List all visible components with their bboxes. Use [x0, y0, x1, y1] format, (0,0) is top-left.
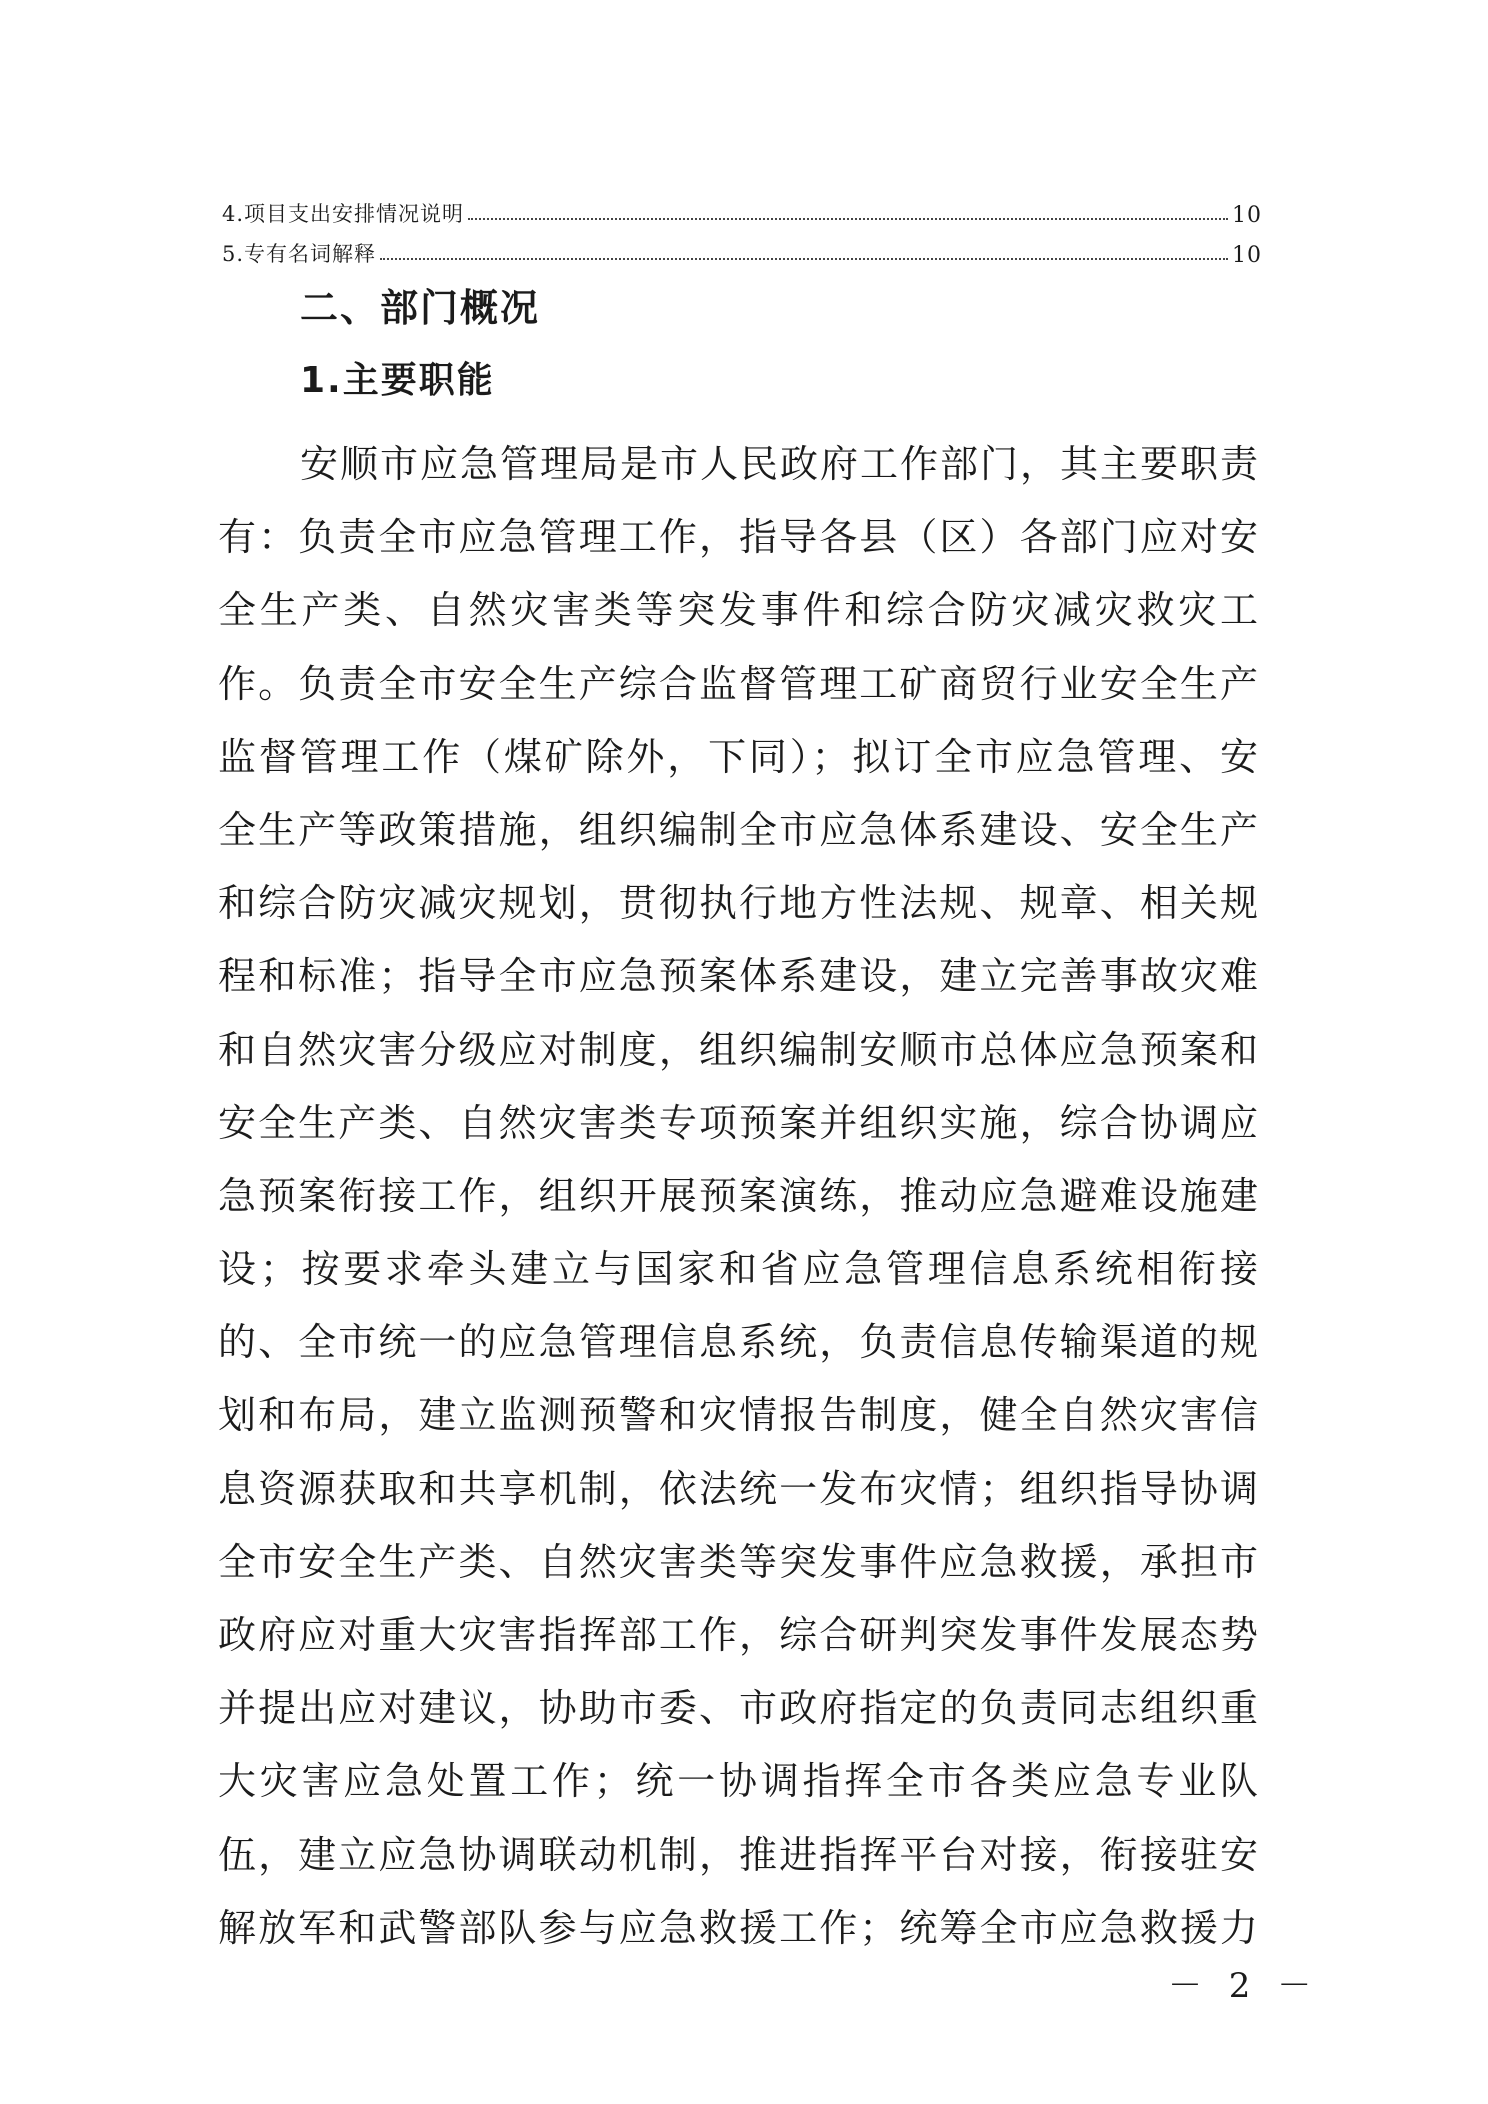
- text-line: 全生产类、自然灾害类等突发事件和综合防灾减灾救灾工: [218, 588, 1258, 633]
- toc-entry[interactable]: [222, 228, 1262, 268]
- text-line: 息资源获取和共享机制，依法统一发布灾情；组织指导协调: [218, 1466, 1258, 1511]
- text-line: 程和标准；指导全市应急预案体系建设，建立完善事故灾难: [218, 954, 1258, 999]
- body-paragraph: [218, 428, 1258, 1965]
- toc-entry-label: 5.专有名词解释: [222, 242, 377, 266]
- text-line: 急预案衔接工作，组织开展预案演练，推动应急避难设施建: [218, 1173, 1258, 1218]
- page-number: － 2 －: [1168, 1966, 1320, 2006]
- toc-entry-label: 4.项目支出安排情况说明: [222, 202, 465, 226]
- text-line: 全生产等政策措施，组织编制全市应急体系建设、安全生产: [218, 807, 1258, 852]
- text-line: 作。负责全市安全生产综合监督管理工矿商贸行业安全生产: [218, 661, 1258, 706]
- text-line: 全市安全生产类、自然灾害类等突发事件应急救援，承担市: [218, 1539, 1258, 1584]
- text-line: 安全生产类、自然灾害类专项预案并组织实施，综合协调应: [218, 1100, 1258, 1145]
- text-line: 伍，建立应急协调联动机制，推进指挥平台对接，衔接驻安: [218, 1832, 1258, 1877]
- text-line: 的、全市统一的应急管理信息系统，负责信息传输渠道的规: [218, 1320, 1258, 1365]
- text-line: 政府应对重大灾害指挥部工作，综合研判突发事件发展态势: [218, 1613, 1258, 1657]
- toc-entry[interactable]: [222, 188, 1262, 228]
- text-line: 有：负责全市应急管理工作，指导各县（区）各部门应对安: [218, 515, 1258, 560]
- table-of-contents: [222, 188, 1262, 268]
- text-line: 安顺市应急管理局是市人民政府工作部门，其主要职责: [300, 442, 1258, 486]
- section-heading: 二、部门概况: [300, 286, 541, 330]
- text-line: 监督管理工作（煤矿除外，下同）；拟订全市应急管理、安: [218, 734, 1258, 779]
- text-line: 和自然灾害分级应对制度，组织编制安顺市总体应急预案和: [218, 1027, 1258, 1072]
- text-line: 划和布局，建立监测预警和灾情报告制度，健全自然灾害信: [218, 1393, 1258, 1438]
- toc-entry-page: 10: [1232, 203, 1262, 228]
- text-line: 大灾害应急处置工作；统一协调指挥全市各类应急专业队: [218, 1759, 1258, 1804]
- text-line: 和综合防灾减灾规划，贯彻执行地方性法规、规章、相关规: [218, 881, 1258, 926]
- subsection-heading: 1.主要职能: [300, 360, 495, 401]
- toc-entry-page: 10: [1232, 243, 1262, 268]
- toc-leader-dots: [468, 217, 1228, 220]
- text-line: 设；按要求牵头建立与国家和省应急管理信息系统相衔接: [218, 1247, 1258, 1292]
- toc-leader-dots: [380, 257, 1228, 260]
- text-line: 并提出应对建议，协助市委、市政府指定的负责同志组织重: [218, 1686, 1258, 1731]
- text-line: 解放军和武警部队参与应急救援工作；统筹全市应急救援力: [218, 1905, 1258, 1950]
